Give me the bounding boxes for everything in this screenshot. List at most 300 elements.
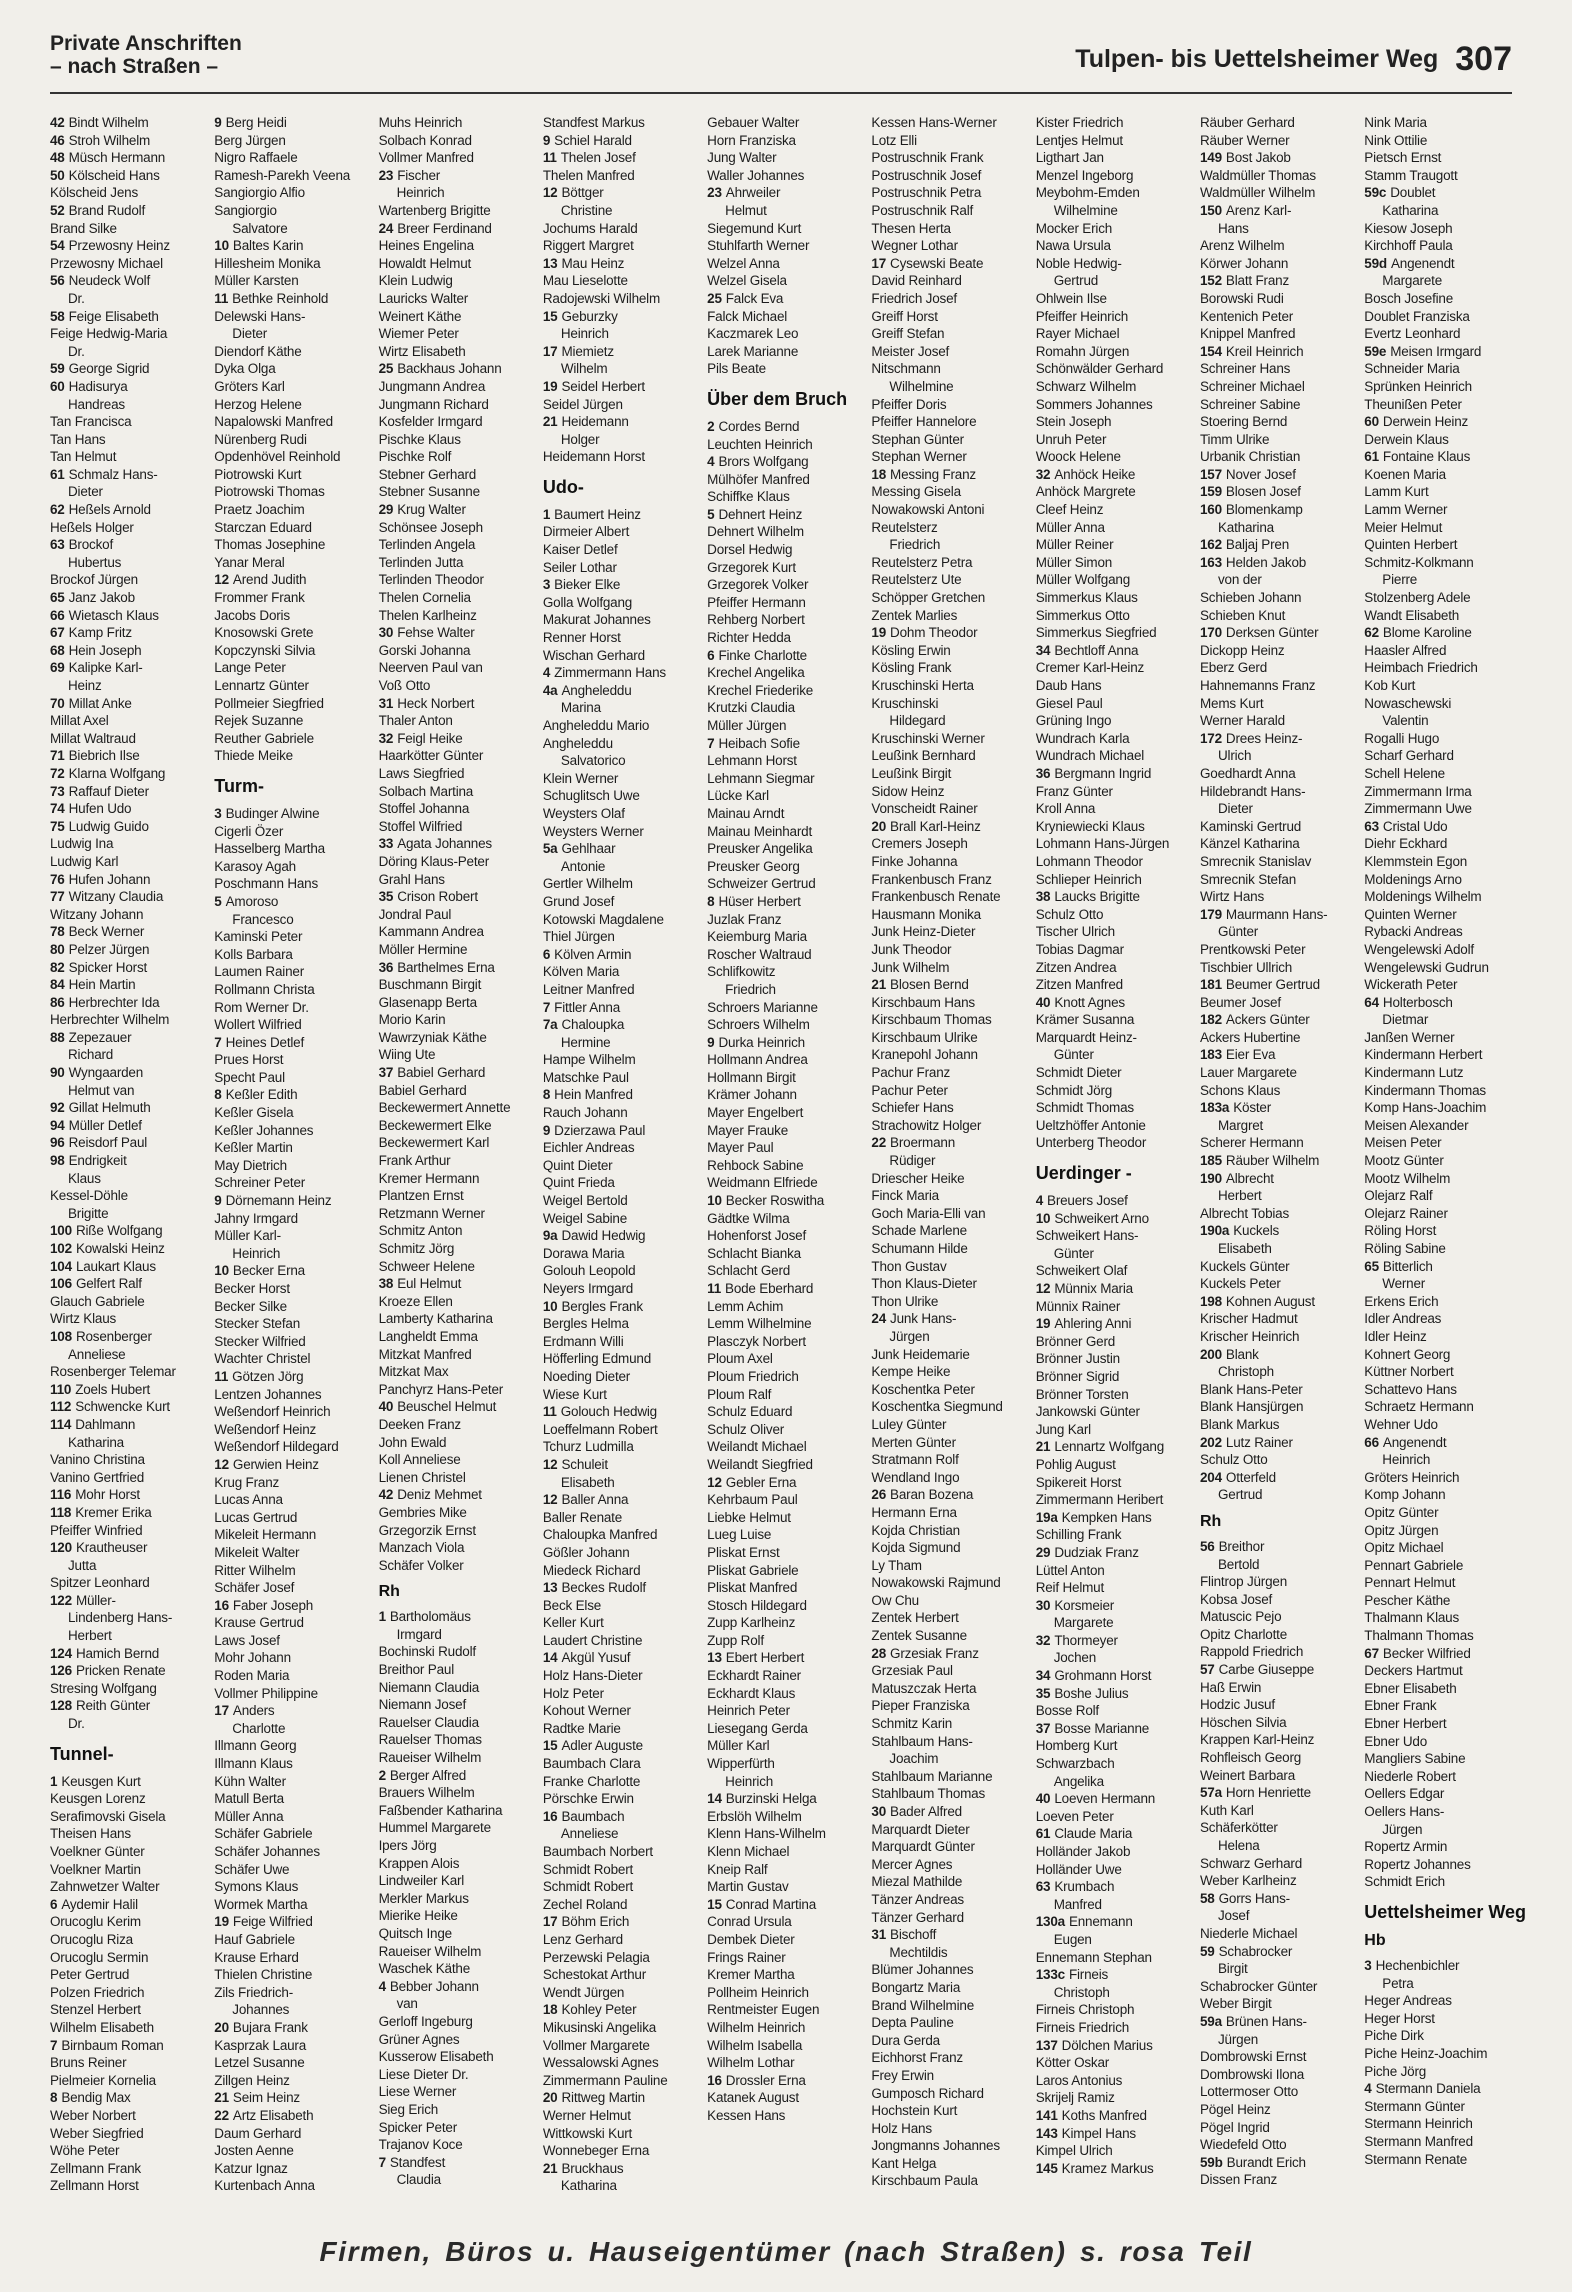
- resident-entry: [871, 360, 1025, 378]
- house-number: 22: [214, 2107, 229, 2123]
- resident-entry: [1036, 1491, 1190, 1509]
- resident-entry: [871, 2155, 1025, 2173]
- resident-name: Kirschbaum Hans: [871, 994, 975, 1010]
- resident-name: Gumposch Richard: [871, 2085, 984, 2101]
- resident-name: Hildegard: [889, 713, 946, 729]
- resident-name: Kaiser Detlef: [542, 542, 618, 558]
- resident-entry: [1364, 2080, 1526, 2098]
- resident-entry: [50, 272, 204, 290]
- resident-name: Eichhorst Franz: [871, 2050, 963, 2066]
- resident-name: Eugen: [1053, 1931, 1092, 1947]
- house-number: 112: [50, 1399, 72, 1415]
- resident-name: Stermann Renate: [1364, 2151, 1468, 2167]
- resident-entry: [379, 1381, 533, 1399]
- resident-entry: [1364, 114, 1526, 132]
- resident-entry: [871, 1134, 1025, 1152]
- street-heading: Udo-: [542, 476, 584, 497]
- entry-continuation: [50, 1715, 204, 1733]
- resident-entry: [50, 712, 204, 730]
- resident-entry: [379, 132, 533, 150]
- house-number: 4a: [542, 682, 558, 698]
- resident-name: Wittkowski Kurt: [542, 2125, 633, 2141]
- resident-entry: [543, 1386, 697, 1404]
- resident-name: Drees Heinz-: [1225, 730, 1303, 746]
- resident-entry: [50, 2142, 204, 2160]
- resident-name: Bindt Wilhelm: [68, 115, 149, 130]
- house-number: 65: [50, 590, 65, 606]
- entry-continuation: [871, 378, 1025, 396]
- resident-name: Wyngaarden: [68, 1065, 144, 1081]
- resident-entry: [379, 1187, 533, 1205]
- resident-name: Budinger Alwine: [225, 805, 320, 821]
- resident-entry: [707, 308, 861, 326]
- resident-entry: [50, 255, 204, 273]
- resident-entry: [379, 730, 533, 748]
- resident-name: Jutta: [68, 1557, 97, 1573]
- resident-name: Boshe Julius: [1054, 1685, 1129, 1701]
- resident-name: Bendig Max: [61, 2090, 131, 2106]
- house-number: 71: [50, 748, 65, 764]
- resident-entry: [214, 2107, 368, 2125]
- resident-name: Heidemann Horst: [542, 449, 645, 465]
- resident-entry: [214, 255, 368, 273]
- resident-entry: [543, 1157, 697, 1175]
- resident-name: Räuber Gerhard: [1199, 115, 1295, 130]
- resident-name: Messing Gisela: [871, 484, 961, 500]
- resident-entry: [214, 501, 368, 519]
- resident-name: Crison Robert: [397, 889, 478, 905]
- resident-entry: [1036, 1526, 1190, 1544]
- resident-entry: [50, 2072, 204, 2090]
- resident-entry: [50, 2001, 204, 2019]
- resident-name: Arenz Wilhelm: [1199, 238, 1285, 254]
- resident-entry: [871, 1838, 1025, 1856]
- resident-name: Krumbach: [1054, 1879, 1115, 1895]
- resident-entry: [50, 607, 204, 625]
- resident-entry: [214, 589, 368, 607]
- resident-name: Meisen Peter: [1364, 1135, 1442, 1151]
- resident-entry: [50, 501, 204, 519]
- resident-entry: [1200, 1995, 1354, 2013]
- resident-name: Friedrich: [889, 537, 941, 553]
- resident-name: Mercer Agnes: [871, 1856, 953, 1872]
- resident-entry: [543, 378, 697, 396]
- resident-name: Räuber Wilhelm: [1225, 1153, 1320, 1169]
- resident-name: Kösling Erwin: [871, 642, 951, 658]
- resident-name: Lennartz Günter: [214, 678, 309, 693]
- resident-name: Dawid Hedwig: [561, 1228, 646, 1244]
- resident-entry: [1200, 1082, 1354, 1100]
- resident-entry: [1364, 1592, 1526, 1610]
- resident-entry: [1364, 1627, 1526, 1645]
- resident-name: Kuckels Peter: [1199, 1276, 1281, 1292]
- resident-name: Schwarz Gerhard: [1199, 1855, 1303, 1871]
- section-title: [50, 32, 242, 78]
- resident-name: Salvatore: [232, 220, 288, 236]
- resident-entry: [707, 2019, 861, 2037]
- house-number: 59c: [1364, 185, 1387, 201]
- resident-name: Hummel Margarete: [378, 1820, 491, 1836]
- resident-name: Dyka Olga: [214, 361, 276, 377]
- resident-entry: [379, 994, 533, 1012]
- resident-entry: [379, 1082, 533, 1100]
- resident-entry: [1036, 1262, 1190, 1280]
- house-number: 11: [214, 1368, 229, 1384]
- resident-name: Akgül Yusuf: [561, 1650, 631, 1666]
- resident-entry: [543, 1421, 697, 1439]
- resident-name: Kölscheid Hans: [68, 167, 160, 183]
- resident-entry: [707, 576, 861, 594]
- resident-name: Weßendorf Heinz: [214, 1421, 317, 1437]
- house-number: 94: [50, 1117, 65, 1133]
- resident-name: Orucoglu Sermin: [50, 1949, 149, 1965]
- house-number: 5: [707, 506, 715, 522]
- resident-entry: [1200, 1469, 1354, 1487]
- entry-continuation: [1200, 1907, 1354, 1925]
- resident-name: Dieter: [232, 326, 268, 342]
- house-number: 152: [1199, 273, 1222, 289]
- resident-entry: [871, 1187, 1025, 1205]
- resident-name: Höschen Silvia: [1199, 1714, 1287, 1730]
- resident-name: Plasczyk Norbert: [707, 1333, 806, 1349]
- resident-name: Stahlbaum Hans-: [871, 1733, 973, 1749]
- resident-name: Stoffel Wilfried: [378, 818, 463, 834]
- resident-entry: [214, 1649, 368, 1667]
- resident-name: Günter: [1217, 924, 1259, 940]
- house-number: 204: [1199, 1469, 1222, 1485]
- resident-entry: [1200, 1046, 1354, 1064]
- resident-name: Chaloupka: [561, 1017, 625, 1033]
- house-number: 181: [1199, 977, 1222, 993]
- resident-entry: [1036, 220, 1190, 238]
- house-number: 170: [1199, 625, 1222, 641]
- resident-name: Kuth Karl: [1199, 1802, 1254, 1818]
- resident-entry: [1364, 431, 1526, 449]
- resident-entry: [1200, 396, 1354, 414]
- resident-name: Pfeiffer Hermann: [707, 594, 806, 610]
- resident-name: Rohfleisch Georg: [1199, 1750, 1302, 1766]
- house-number: 13: [542, 1580, 558, 1596]
- resident-name: Driescher Heike: [871, 1170, 965, 1186]
- resident-name: Kohout Werner: [542, 1703, 631, 1719]
- resident-name: Thon Gustav: [871, 1258, 947, 1274]
- resident-name: Helena: [1217, 1838, 1260, 1853]
- resident-entry: [1200, 1293, 1354, 1311]
- resident-name: Valentin: [1382, 713, 1429, 729]
- resident-entry: [379, 2136, 533, 2154]
- resident-name: Haasler Alfred: [1364, 642, 1447, 658]
- resident-name: Breer Ferdinand: [397, 220, 492, 236]
- resident-entry: [1364, 2098, 1526, 2116]
- page-number: 307: [1455, 40, 1512, 78]
- resident-name: Bruns Reiner: [50, 2055, 127, 2071]
- resident-entry: [871, 1768, 1025, 1786]
- house-number: 16: [707, 2072, 722, 2088]
- resident-entry: [50, 853, 204, 871]
- resident-entry: [379, 589, 533, 607]
- resident-entry: [1200, 1152, 1354, 1170]
- resident-name: Conrad Martina: [725, 1896, 817, 1912]
- resident-entry: [1036, 589, 1190, 607]
- resident-entry: [1036, 1210, 1190, 1228]
- house-number: 3: [542, 577, 551, 593]
- resident-entry: [50, 1984, 204, 2002]
- resident-name: Schäfer Johannes: [214, 1844, 320, 1859]
- resident-entry: [1200, 835, 1354, 853]
- resident-name: Brigitte: [68, 1205, 109, 1221]
- resident-name: Stermann Günter: [1364, 2098, 1465, 2114]
- resident-name: Jochums Harald: [542, 220, 638, 236]
- resident-name: Gehlhaar: [561, 841, 616, 857]
- resident-name: Ennemann Stephan: [1035, 1949, 1152, 1965]
- resident-name: Vollmer Manfred: [378, 150, 474, 166]
- resident-name: Rollmann Christa: [214, 981, 315, 997]
- resident-entry: [871, 2085, 1025, 2103]
- resident-entry: [1200, 2136, 1354, 2154]
- resident-entry: [1364, 800, 1526, 818]
- resident-entry: [379, 1046, 533, 1064]
- resident-entry: [1364, 906, 1526, 924]
- resident-entry: [379, 1714, 533, 1732]
- resident-name: Heinrich: [1382, 1452, 1431, 1468]
- resident-name: Waschek Käthe: [378, 1961, 471, 1977]
- resident-name: Hubertus: [68, 554, 122, 570]
- entry-continuation: [871, 1328, 1025, 1346]
- entry-continuation: [871, 1750, 1025, 1768]
- resident-entry: [50, 448, 204, 466]
- resident-entry: [1036, 1632, 1190, 1650]
- resident-name: Heines Engelina: [378, 238, 474, 254]
- resident-name: Müller Karl: [707, 1738, 770, 1754]
- resident-name: Firneis Christoph: [1035, 2002, 1135, 2018]
- resident-name: Schestokat Arthur: [542, 1967, 647, 1983]
- house-number: 88: [50, 1029, 65, 1045]
- resident-name: Pliskat Gabriele: [707, 1562, 799, 1578]
- resident-name: Breuers Josef: [1047, 1193, 1128, 1209]
- resident-name: Beckewermert Karl: [378, 1135, 490, 1151]
- resident-name: Krämer Susanna: [1035, 1012, 1135, 1028]
- resident-entry: [543, 184, 697, 202]
- resident-name: Grohmann Horst: [1054, 1668, 1152, 1684]
- resident-name: Lucas Gertrud: [214, 1509, 298, 1525]
- resident-entry: [50, 1645, 204, 1663]
- resident-entry: [1364, 659, 1526, 677]
- house-number: 31: [378, 695, 394, 711]
- resident-entry: [214, 1386, 368, 1404]
- resident-name: Starczan Eduard: [214, 519, 312, 535]
- house-number: 157: [1199, 466, 1222, 482]
- resident-entry: [707, 1544, 861, 1562]
- house-number: 40: [378, 1399, 394, 1415]
- resident-entry: [707, 647, 861, 665]
- resident-name: Jahny Irmgard: [214, 1210, 298, 1226]
- resident-name: Schulz Otto: [1035, 906, 1104, 922]
- resident-entry: [871, 1099, 1025, 1117]
- house-number: 11: [707, 1281, 722, 1296]
- resident-entry: [543, 1403, 697, 1421]
- resident-name: Specht Paul: [214, 1069, 285, 1085]
- resident-name: Dirmeier Albert: [542, 524, 630, 540]
- resident-entry: [1036, 237, 1190, 255]
- resident-name: Sommers Johannes: [1035, 396, 1153, 412]
- resident-entry: [1036, 730, 1190, 748]
- resident-entry: [379, 114, 533, 132]
- resident-entry: [543, 1368, 697, 1386]
- entry-continuation: [1364, 1975, 1526, 1993]
- resident-entry: [543, 2037, 697, 2055]
- resident-entry: [871, 132, 1025, 150]
- resident-name: Aydemir Halil: [61, 1896, 138, 1912]
- resident-entry: [214, 290, 368, 308]
- resident-name: Dehnert Wilhelm: [707, 524, 804, 540]
- resident-name: Margret: [1217, 1117, 1264, 1133]
- resident-entry: [214, 2072, 368, 2090]
- resident-name: Mayer Paul: [707, 1140, 774, 1156]
- resident-entry: [379, 220, 533, 238]
- resident-entry: [1364, 589, 1526, 607]
- resident-entry: [50, 695, 204, 713]
- resident-name: Oellers Edgar: [1364, 1786, 1445, 1802]
- resident-name: Schmidt Jörg: [1035, 1082, 1113, 1098]
- resident-name: Jankowski Günter: [1035, 1404, 1140, 1420]
- resident-entry: [707, 1702, 861, 1720]
- resident-entry: [214, 981, 368, 999]
- resident-entry: [1200, 642, 1354, 660]
- resident-name: Pieper Franziska: [871, 1698, 970, 1714]
- page-header: [0, 0, 1572, 96]
- resident-name: Piotrowski Thomas: [214, 484, 325, 500]
- resident-entry: [50, 730, 204, 748]
- resident-entry: [379, 1346, 533, 1364]
- resident-entry: [379, 1767, 533, 1785]
- resident-entry: [1364, 1609, 1526, 1627]
- resident-name: Dorawa Maria: [542, 1245, 625, 1261]
- resident-name: Wandt Elisabeth: [1364, 607, 1460, 623]
- resident-entry: [214, 1702, 368, 1720]
- resident-entry: [214, 1632, 368, 1650]
- resident-entry: [214, 2177, 368, 2195]
- resident-name: Carbe Giuseppe: [1218, 1662, 1315, 1678]
- house-number: 21: [214, 2090, 229, 2106]
- resident-entry: [1036, 1227, 1190, 1245]
- resident-name: Muhs Heinrich: [378, 115, 463, 130]
- resident-entry: [1036, 1117, 1190, 1135]
- resident-entry: [50, 466, 204, 484]
- entry-continuation: [1200, 1363, 1354, 1381]
- resident-name: Albrecht: [1225, 1170, 1274, 1186]
- resident-entry: [50, 659, 204, 677]
- resident-name: Schattevo Hans: [1364, 1381, 1457, 1397]
- resident-entry: [214, 1526, 368, 1544]
- resident-entry: [50, 1808, 204, 1826]
- resident-entry: [543, 1808, 697, 1826]
- resident-name: Liebke Helmut: [707, 1509, 791, 1525]
- directory-column: [707, 114, 861, 2195]
- resident-entry: [871, 783, 1025, 801]
- resident-entry: [543, 2019, 697, 2037]
- resident-name: Cordes Bernd: [718, 418, 800, 434]
- resident-name: Napalowski Manfred: [214, 414, 333, 430]
- resident-entry: [379, 1275, 533, 1293]
- house-number: 10: [1035, 1210, 1051, 1226]
- resident-name: Bergles Helma: [542, 1316, 629, 1332]
- entry-continuation: [1364, 202, 1526, 220]
- resident-entry: [707, 1878, 861, 1896]
- resident-entry: [1036, 519, 1190, 537]
- resident-name: Krautheuser: [75, 1540, 148, 1556]
- resident-name: Ly Tham: [871, 1557, 922, 1573]
- resident-name: Bochinski Rudolf: [378, 1644, 476, 1660]
- resident-name: Weber Siegfried: [50, 2125, 144, 2141]
- house-number: 56: [1199, 1538, 1215, 1554]
- resident-name: Hahnemanns Franz: [1199, 678, 1316, 693]
- resident-entry: [214, 1280, 368, 1298]
- resident-entry: [214, 2019, 368, 2037]
- resident-entry: [50, 1134, 204, 1152]
- resident-entry: [707, 999, 861, 1017]
- resident-entry: [214, 132, 368, 150]
- resident-entry: [543, 1438, 697, 1456]
- resident-name: Piche Dirk: [1364, 2028, 1424, 2044]
- resident-entry: [214, 2037, 368, 2055]
- house-number: 8: [214, 1087, 222, 1103]
- entry-continuation: [50, 1346, 204, 1364]
- resident-entry: [871, 255, 1025, 273]
- resident-name: Theunißen Peter: [1364, 396, 1462, 412]
- resident-name: Stuhlfarth Werner: [707, 238, 810, 254]
- resident-entry: [214, 184, 368, 202]
- resident-entry: [1364, 871, 1526, 889]
- resident-entry: [1200, 1011, 1354, 1029]
- resident-entry: [1364, 1134, 1526, 1152]
- resident-entry: [1036, 308, 1190, 326]
- house-number: 133c: [1035, 1967, 1065, 1983]
- resident-entry: [214, 1333, 368, 1351]
- resident-name: Franz Günter: [1035, 783, 1113, 799]
- resident-name: Piche Heinz-Joachim: [1364, 2045, 1488, 2061]
- resident-entry: [1364, 941, 1526, 959]
- resident-entry: [1364, 1416, 1526, 1434]
- resident-entry: [871, 1117, 1025, 1135]
- house-number: 183a: [1199, 1100, 1230, 1116]
- resident-name: Kaminski Gertrud: [1199, 818, 1302, 834]
- house-number: 59e: [1364, 343, 1387, 359]
- resident-name: Nover Josef: [1225, 466, 1296, 482]
- resident-name: Postruschnik Frank: [871, 150, 984, 166]
- resident-name: Beck Werner: [68, 924, 145, 940]
- resident-name: Antonie: [560, 858, 606, 874]
- resident-name: Idler Heinz: [1364, 1328, 1427, 1344]
- resident-entry: [707, 541, 861, 559]
- resident-entry: [50, 923, 204, 941]
- resident-entry: [379, 1486, 533, 1504]
- resident-name: Werner Harald: [1199, 713, 1285, 729]
- resident-name: Wiing Ute: [378, 1047, 436, 1063]
- resident-name: Hamich Bernd: [75, 1645, 160, 1661]
- resident-entry: [214, 677, 368, 695]
- house-number: 3: [1364, 1957, 1372, 1973]
- resident-name: Holz Peter: [542, 1685, 604, 1701]
- resident-name: Nowakowski Antoni: [871, 502, 985, 518]
- resident-entry: [1036, 1720, 1190, 1738]
- resident-entry: [871, 114, 1025, 132]
- resident-entry: [1200, 1222, 1354, 1240]
- resident-name: Raueiser Wilhelm: [378, 1943, 482, 1959]
- resident-name: Spicker Horst: [68, 959, 148, 975]
- resident-entry: [379, 1943, 533, 1961]
- resident-entry: [50, 149, 204, 167]
- resident-entry: [50, 308, 204, 326]
